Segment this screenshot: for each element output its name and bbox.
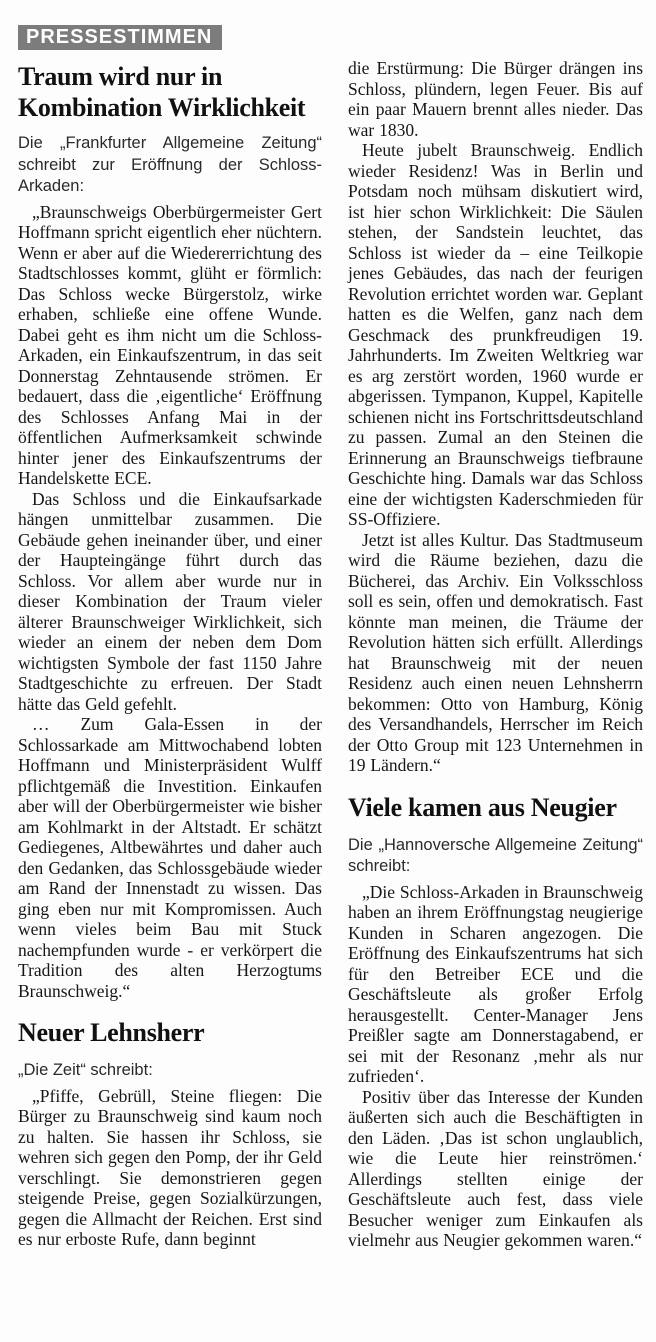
article-zeit-source-line: „Die Zeit“ schreibt: [18, 1061, 153, 1079]
section-tag [18, 25, 222, 50]
article-zeit-paragraph-3: Jetzt ist alles Kultur. Das Stadtmuseum wird die Räume beziehen, dazu die Bücherei, das Archiv. Ein Volksschloss soll es sein, offen und demokratisch. Fast könnte man meinen, die Träume der Revolution hätten sich erfüllt. Allerdings hat Braunschweig mit der neuen Residenz auch einen neuen Lehnsherrn bekommen: Otto von Hamburg, König des Versandhandels, Herrscher im Reich der Otto Group mit 123 Unternehmen in 19 Ländern.“ [348, 529, 643, 775]
article-zeit-paragraph-1-right-part: die Erstürmung: Die Bürger drängen ins Schloss, plündern, legen Feuer. Bis auf ein paar Mauern brennt alles nieder. Das war 1830. [348, 58, 643, 140]
article-haz-paragraph-2: Positiv über das Interesse der Kunden äußerten sich auch die Beschäftigten in den Läden. ‚Das ist schon unglaublich, wie die Leute hier reinströmen.‘ Allerdings stellten einige der Geschäftsleute auch fest, dass viele Besucher weniger zum Einkaufen als vielmehr aus Neugier gekommen waren.“ [348, 1086, 643, 1250]
article-haz-paragraph-1: „Die Schloss-Arkaden in Braunschweig haben an ihrem Eröffnungstag neugierige Kunden in Scharen angezogen. Die Eröffnung des Einkaufszentrums hat sich für den Betreiber ECE und die Geschäftsleute als großer Erfolg herausgestellt. Center-Manager Jens Preißler sagte am Donnerstagabend, er sei mit der Resonanz ‚mehr als nur zufrieden‘. [348, 881, 643, 1086]
section-tag-label: PRESSESTIMMEN [26, 26, 213, 48]
article-haz-headline: Viele kamen aus Neugier [348, 792, 617, 822]
article-faz-headline: Traum wird nur in Kombination Wirklichkeit [18, 62, 306, 122]
article-faz-source-line: Die „Frankfurter Allgemeine Zeitung“ schreibt zur Eröffnung der Schloss-Arkaden: [18, 134, 322, 195]
column-left [18, 25, 322, 1342]
article-faz-paragraph-1: „Braunschweigs Oberbürgermeister Gert Hoffmann spricht eigentlich eher nüchtern. Wenn er aber auf die Wiedererrichtung des Stadtschlosses kommt, glüht er förmlich: Das Schloss wecke Bürgerstolz, wirke erhaben, schließe eine offene Wunde. Dabei geht es ihm nicht um die Schloss-Arkaden, ein Einkaufszentrum, in das seit Donnerstag Zehntausende strömen. Er bedauert, dass die ‚eigentliche‘ Eröffnung des Schlosses Anfang Mai in der öffentlichen Aufmerksamkeit schwinde hinter jener des Einkaufszentrums der Handelskette ECE. [18, 201, 322, 488]
column-right [348, 25, 643, 1342]
article-haz [348, 792, 643, 1251]
article-haz-source-line: Die „Hannoversche Allgemeine Zeitung“ schreibt: [348, 835, 643, 875]
article-zeit-paragraph-2: Heute jubelt Braunschweig. Endlich wieder Residenz! Was in Berlin und Potsdam noch mühsam diskutiert wird, ist hier schon Wirklichkeit: Die Säulen stehen, der Sandstein leuchtet, das Schloss ist wieder da – eine Teilkopie jenes Gebäudes, das nach der feurigen Revolution errichtet worden war. Geplant hatten es die Welfen, ganz nach dem Geschmack des prunkfreudigen 19. Jahrhunderts. Im Zweiten Weltkrieg war es arg zerstört worden, 1960 wurde er abgerissen. Tympanon, Kuppel, Kapitelle schienen nicht ins Fortschrittsdeutschland zu passen. Zumal an den Steinen die Erinnerung an Braunschweigs tiefbraune Geschichte hing. Damals war das Schloss eine der wichtigsten Kaderschmieden für SS-Offiziere. [348, 140, 643, 529]
article-zeit-paragraph-1-left-part: „Pfiffe, Gebrüll, Steine fliegen: Die Bürger zu Braunschweig sind kaum noch zu halten. Sie hassen ihr Schloss, sie wehren sich gegen den Pomp, der ihr Geld verschlingt. Sie demonstrieren gegen steigende Preise, gegen Sozialkürzungen, gegen die Allmacht der Reichen. Erst sind es nur erboste Rufe, dann beginnt [18, 1085, 322, 1249]
article-faz-paragraph-3: … Zum Gala-Essen in der Schlossarkade am Mittwochabend lobten Hoffmann und Ministerpräsident Wulff pflichtgemäß die Investition. Einkaufen aber will der Oberbürgermeister wie bisher am Kohlmarkt in der Altstadt. Er schätzt Gediegenes, Altbewährtes und daher auch den Gedanken, das Schlossgebäude wieder am Rand der Innenstadt zu wissen. Das ging eben nur mit Kompromissen. Auch wenn vieles beim Bau mit Stuck nachempfunden wurde - er verkörpert die Tradition des alten Herzogtums Braunschweig.“ [18, 714, 322, 1001]
article-zeit [18, 1017, 322, 1250]
article-zeit-continuation [348, 58, 643, 776]
article-faz [18, 61, 322, 1001]
article-zeit-headline: Neuer Lehnsherr [18, 1018, 205, 1047]
article-faz-paragraph-2: Das Schloss und die Einkaufsarkade hängen unmittelbar zusammen. Die Gebäude gehen ineinander über, und einer der Haupteingänge führt durch das Schloss. Vor allem aber wurde nur in dieser Kombination der Traum vieler älterer Braunschweiger Wirklichkeit, sich wieder an einem der neben dem Dom wichtigsten Symbole der fast 1150 Jahre Stadtgeschichte zu erfreuen. Der Stadt hätte das Geld gefehlt. [18, 488, 322, 714]
